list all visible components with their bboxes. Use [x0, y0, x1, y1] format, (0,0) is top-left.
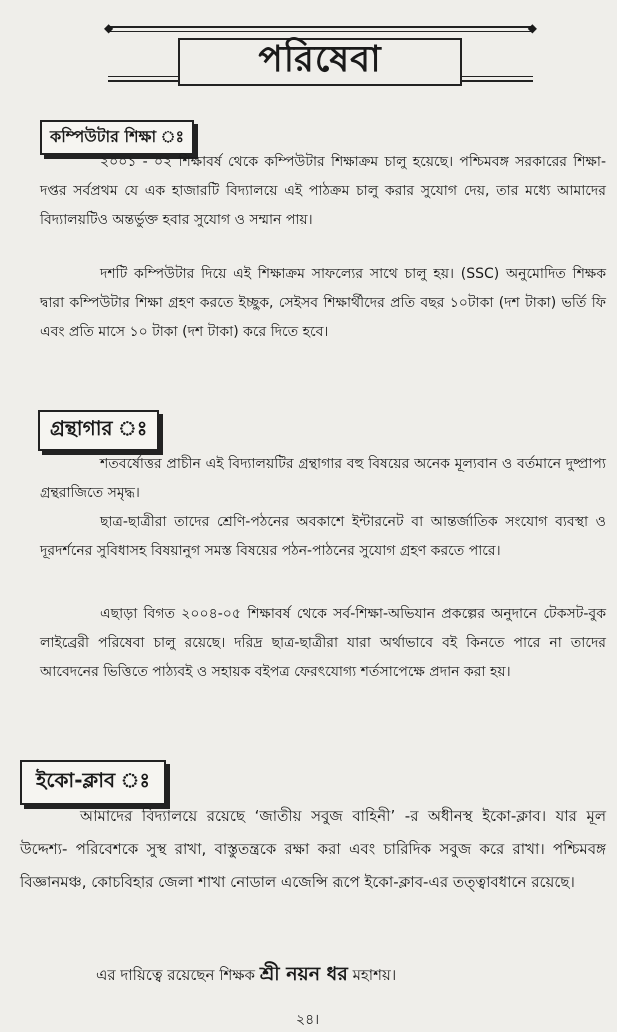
paragraph-text: ছাত্র-ছাত্রীরা তাদের শ্রেণি-পঠনের অবকাশে ইন্টারনেট বা আন্তর্জাতিক সংযোগ ব্যবস্থা ও দূরদর্শনের সুবিধাসহ বিষয়ানুগ সমস্ত বিষয়ের পঠন-পাঠনের সুযোগ গ্রহণ করতে পারে।	[40, 514, 606, 559]
paragraph	[40, 600, 606, 687]
title-banner	[104, 20, 537, 88]
paragraph	[40, 450, 606, 508]
paragraph-text: এছাড়া বিগত ২০০৪-০৫ শিক্ষাবর্ষ থেকে সর্ব-শিক্ষা-অভিযান প্রকল্পের অনুদানে টেকসট-বুক লাইব্রেরী পরিষেবা চালু রয়েছে। দরিদ্র ছাত্র-ছাত্রীরা যারা অর্থাভাবে বই কিনতে পারে না তাদের আবেদনের ভিত্তিতে পাঠ্যবই ও সহায়ক বইপত্র ফেরৎযোগ্য শর্তসাপেক্ষে প্রদান করা হয়।	[40, 606, 606, 680]
teacher-name: শ্রী নয়ন ধর	[259, 963, 348, 985]
paragraph-text: ২০০১ - ০২ শিক্ষাবর্ষ থেকে কম্পিউটার শিক্ষাক্রম চালু হয়েছে। পশ্চিমবঙ্গ সরকারের শিক্ষা-দপ্তর সর্বপ্রথম যে এক হাজারটি বিদ্যালয়ে এই পাঠক্রম চালু করার সুযোগ দেয়, তার মধ্যে আমাদের বিদ্যালয়টিও অন্তর্ভুক্ত হবার সুযোগ ও সম্মান পায়।	[40, 154, 606, 228]
paragraph-text: দশটি কম্পিউটার দিয়ে এই শিক্ষাক্রম সাফল্যের সাথে চালু হয়। (SSC) অনুমোদিত শিক্ষক দ্বারা কম্পিউটার শিক্ষা গ্রহণ করতে ইচ্ছুক, সেইসব শিক্ষার্থীদের প্রতি বছর ১০টাকা (দশ টাকা) ভর্তি ফি এবং প্রতি মাসে ১০ টাকা (দশ টাকা) করে দিতে হবে।	[40, 266, 606, 340]
diamond-ornament-icon: ◆	[104, 21, 114, 35]
teacher-in-charge-line	[96, 960, 396, 992]
diamond-ornament-icon: ◆	[527, 21, 537, 35]
page-title: পরিষেবা	[258, 39, 382, 80]
paragraph-text: আমাদের বিদ্যালয়ে রয়েছে ‘জাতীয় সবুজ বাহিনী’ -র অধীনস্থ ইকো-ক্লাব। যার মূল উদ্দেশ্য- পরিবেশকে সুস্থ রাখা, বাস্তুতন্ত্রকে রক্ষা করা এবং চারিদিক সবুজ করে রাখা। পশ্চিমবঙ্গ বিজ্ঞানমঞ্চ, কোচবিহার জেলা শাখা নোডাল এজেন্সি রূপে ইকো-ক্লাব-এর তত্ত্বাবধানে রয়েছে।	[20, 807, 606, 891]
title-box	[178, 38, 462, 86]
heading-computer-education: কম্পিউটার শিক্ষা ঃ	[40, 120, 194, 155]
banner-rule	[108, 26, 533, 28]
paragraph	[40, 148, 606, 235]
sig-suffix: মহাশয়।	[352, 966, 397, 984]
paragraph	[40, 508, 606, 566]
paragraph-text: শতবর্ষোত্তর প্রাচীন এই বিদ্যালয়টির গ্রন্থাগার বহু বিষয়ের অনেক মূল্যবান ও বর্তমানে দুষ্প্রাপ্য গ্রন্থরাজিতে সমৃদ্ধ।	[40, 456, 606, 501]
heading-library: গ্রন্থাগার ঃ	[38, 410, 159, 451]
sig-prefix: এর দায়িত্বে রয়েছেন শিক্ষক	[96, 966, 256, 984]
heading-eco-club: ইকো-ক্লাব ঃ	[20, 760, 166, 805]
paragraph	[40, 260, 606, 347]
page-number: ২৪।	[296, 1012, 320, 1028]
paragraph	[20, 800, 606, 899]
